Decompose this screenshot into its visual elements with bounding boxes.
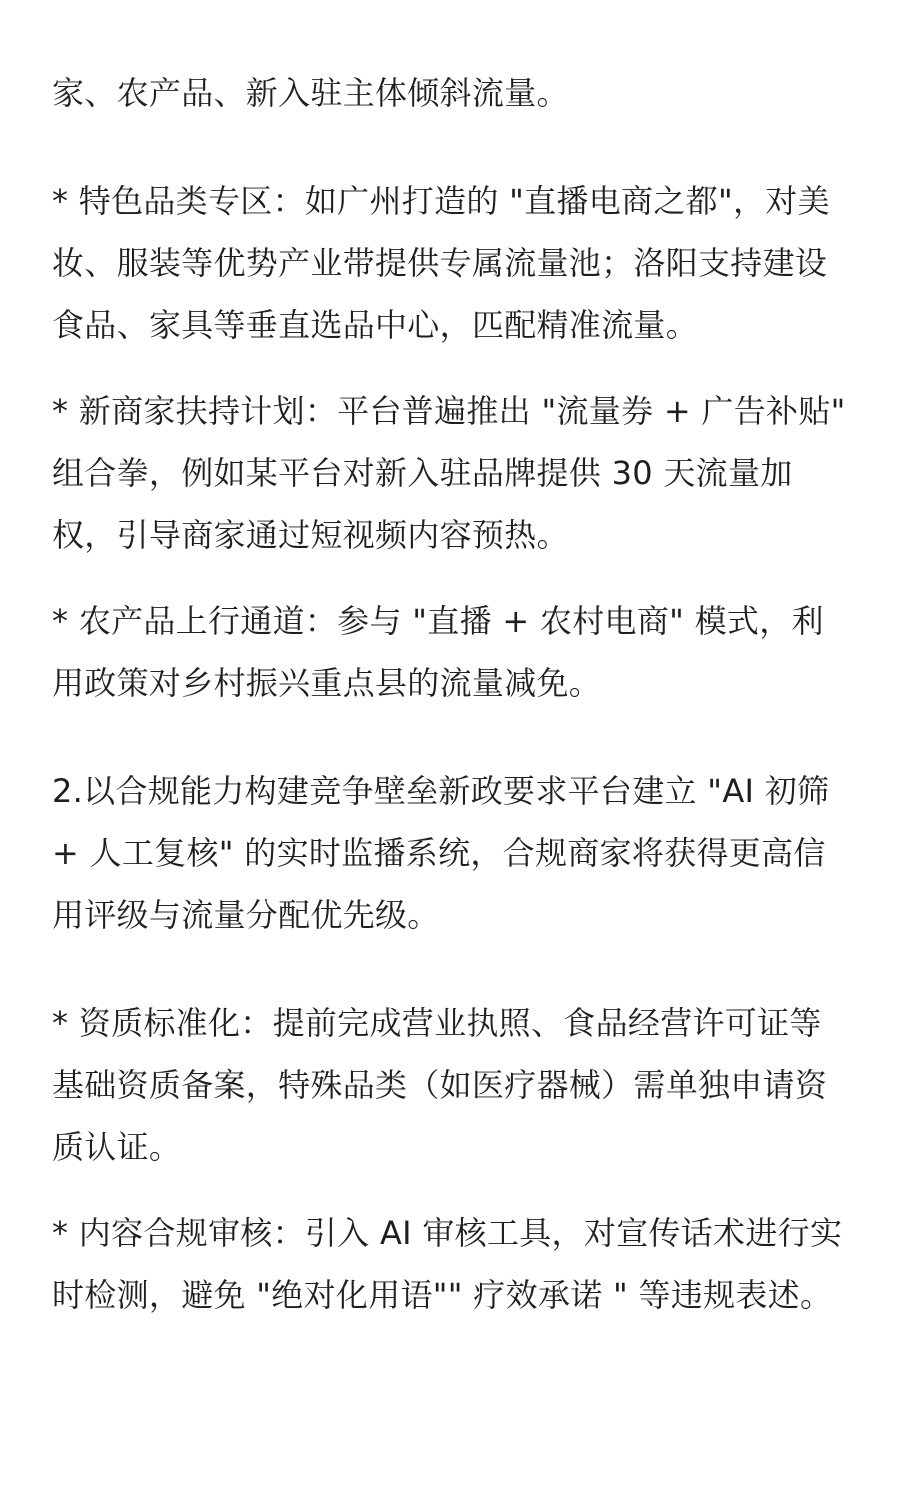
paragraph-agri-products-channel: * 农产品上行通道：参与 "直播 + 农村电商" 模式，利用政策对乡村振兴重点县的流量减免。 — [52, 602, 824, 702]
paragraph-special-category-zone: * 特色品类专区：如广州打造的 "直播电商之都"，对美妆、服装等优势产业带提供专属流量池；洛阳支持建设食品、家具等垂直选品中心，匹配精准流量。 — [52, 182, 830, 344]
paragraph-new-merchant-support: * 新商家扶持计划：平台普遍推出 "流量券 + 广告补贴" 组合拳，例如某平台对新入驻品牌提供 30 天流量加权，引导商家通过短视频内容预热。 — [52, 392, 846, 554]
paragraph-qualification-standardization: * 资质标准化：提前完成营业执照、食品经营许可证等基础资质备案，特殊品类（如医疗器械）需单独申请资质认证。 — [52, 1004, 828, 1166]
paragraph-content-compliance-review: * 内容合规审核：引入 AI 审核工具，对宣传话术进行实时检测，避免 "绝对化用语"" 疗效承诺 " 等违规表述。 — [52, 1214, 843, 1314]
article-body — [52, 62, 852, 1326]
paragraph-compliance-barrier: 2.以合规能力构建竞争壁垒新政要求平台建立 "AI 初筛 + 人工复核" 的实时监播系统，合规商家将获得更高信用评级与流量分配优先级。 — [52, 772, 830, 934]
paragraph-traffic-tilt: 家、农产品、新入驻主体倾斜流量。 — [52, 74, 569, 112]
